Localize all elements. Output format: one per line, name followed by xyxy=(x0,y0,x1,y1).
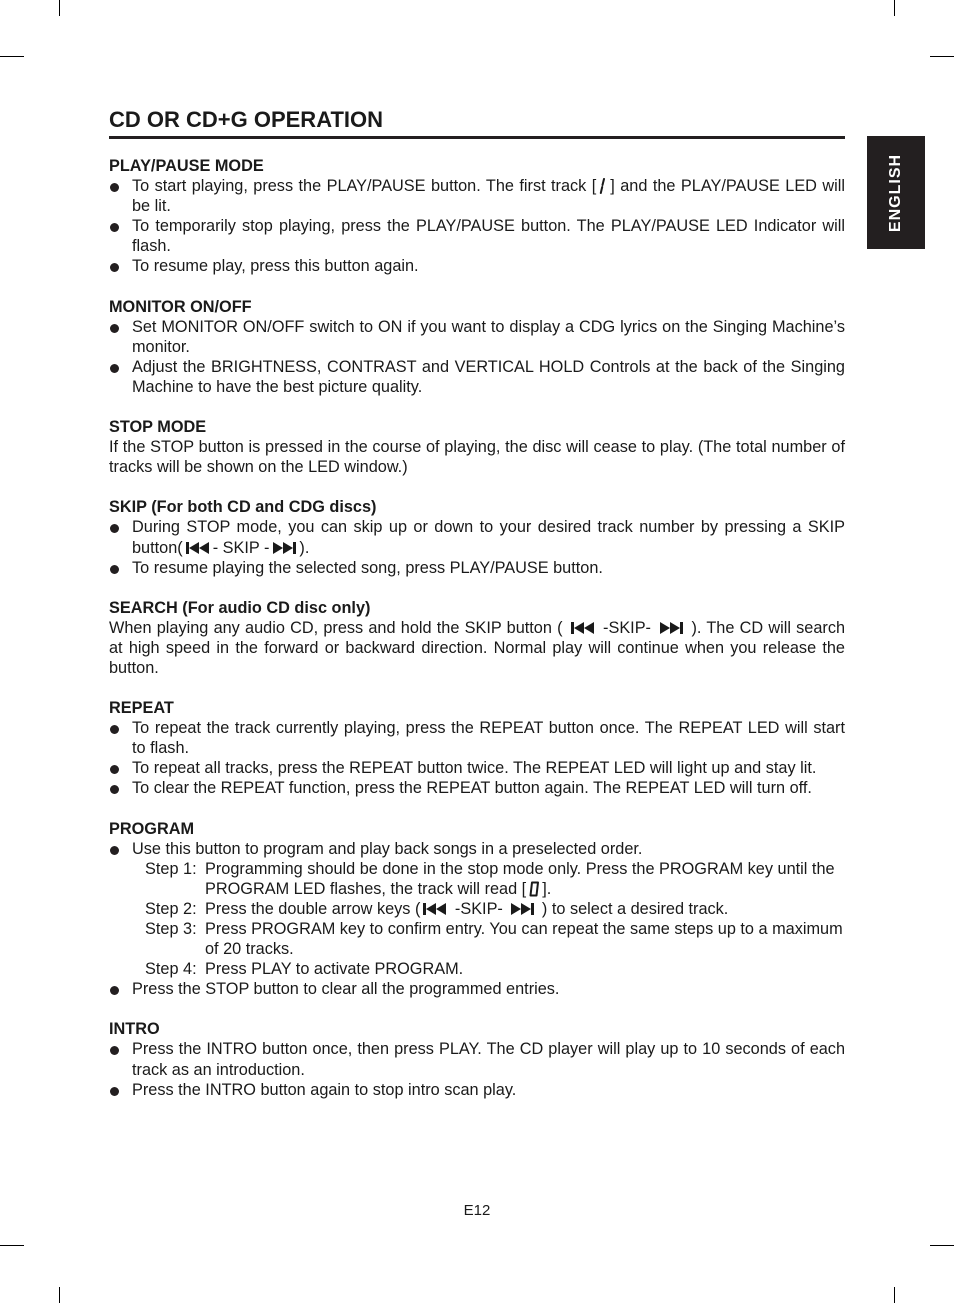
list-item: Set MONITOR ON/OFF switch to ON if you want to display a CDG lyrics on the Singing Machine’s monitor. xyxy=(109,317,845,357)
section-title: REPEAT xyxy=(109,699,174,718)
page-content xyxy=(109,105,845,1100)
list-item: Use this button to program and play back songs in a preselected order. xyxy=(109,839,845,859)
list-item: To clear the REPEAT function, press the REPEAT button again. The REPEAT LED will turn off. xyxy=(109,778,845,798)
program-step: Step 2: Press the double arrow keys ( -SKIP- ) to select a desired track. xyxy=(145,899,729,918)
list-item: To resume play, press this button again. xyxy=(109,256,845,276)
list-item: During STOP mode, you can skip up or down to your desired track number by pressing a SKIP button( - SKIP - ). xyxy=(109,517,845,557)
section-title: MONITOR ON/OFF xyxy=(109,297,252,316)
crop-mark xyxy=(0,56,24,57)
list-item: To repeat all tracks, press the REPEAT button twice. The REPEAT LED will light up and stay lit. xyxy=(109,758,845,778)
led-digit-zero-icon xyxy=(528,881,540,897)
list-item: To start playing, press the PLAY/PAUSE button. The first track [ ] and the PLAY/PAUSE LED will be lit. xyxy=(109,176,845,216)
page-title: CD OR CD+G OPERATION xyxy=(109,105,845,139)
step-label: Step 2: xyxy=(145,899,197,918)
section-title: STOP MODE xyxy=(109,418,207,437)
step-label: Step 3: xyxy=(145,920,197,938)
program-step: Step 3: Press PROGRAM key to confirm entry. You can repeat the same steps up to a maximum of 20 tracks. xyxy=(145,920,843,959)
section-title: SEARCH (For audio CD disc only) xyxy=(109,598,371,617)
list-item: Adjust the BRIGHTNESS, CONTRAST and VERTICAL HOLD Controls at the back of the Singing Machine to have the best picture quality. xyxy=(109,357,845,397)
section-search xyxy=(109,598,845,678)
language-tab xyxy=(867,136,925,249)
section-intro xyxy=(109,1019,845,1099)
skip-forward-icon xyxy=(509,902,535,916)
skip-forward-icon xyxy=(658,621,684,635)
page-number: E12 xyxy=(463,1202,491,1219)
list-item: Press the INTRO button once, then press PLAY. The CD player will play up to 10 seconds of each track as an introduction. xyxy=(109,1039,845,1079)
section-monitor xyxy=(109,297,845,397)
crop-mark xyxy=(930,56,954,57)
section-repeat xyxy=(109,698,845,798)
section-title: INTRO xyxy=(109,1020,160,1039)
step-label: Step 4: xyxy=(145,960,197,979)
crop-mark xyxy=(894,1287,895,1303)
skip-forward-icon xyxy=(271,541,297,555)
crop-mark xyxy=(0,1245,24,1246)
crop-mark xyxy=(930,1245,954,1246)
list-item: To repeat the track currently playing, press the REPEAT button once. The REPEAT LED will start to flash. xyxy=(109,718,845,758)
section-title: PROGRAM xyxy=(109,819,195,838)
section-skip xyxy=(109,497,845,577)
crop-mark xyxy=(59,0,60,16)
list-item: Press the INTRO button again to stop intro scan play. xyxy=(109,1080,845,1100)
section-play-pause xyxy=(109,156,845,277)
section-title: SKIP (For both CD and CDG discs) xyxy=(109,498,377,517)
crop-mark xyxy=(894,0,895,16)
paragraph: If the STOP button is pressed in the course of playing, the disc will cease to play. (The total number of tracks will be shown on the LED window.) xyxy=(109,438,845,477)
paragraph: When playing any audio CD, press and hold the SKIP button ( -SKIP- ). The CD will search at high speed in the forward or backward direction. Normal play will continue when you release the button. xyxy=(109,618,846,677)
skip-back-icon xyxy=(422,902,448,916)
language-tab-label: ENGLISH xyxy=(887,153,904,232)
list-item: Press the STOP button to clear all the programmed entries. xyxy=(109,979,845,999)
section-title: PLAY/PAUSE MODE xyxy=(109,157,264,175)
crop-mark xyxy=(59,1287,60,1303)
program-step: Step 4: Press PLAY to activate PROGRAM. xyxy=(145,960,464,979)
skip-back-icon xyxy=(570,621,596,635)
section-stop xyxy=(109,417,845,477)
led-digit-one-icon xyxy=(598,178,608,194)
list-item: To resume playing the selected song, press PLAY/PAUSE button. xyxy=(109,558,845,578)
list-item: To temporarily stop playing, press the PLAY/PAUSE button. The PLAY/PAUSE LED Indicator will flash. xyxy=(109,216,845,256)
step-label: Step 1: xyxy=(145,859,197,878)
program-step: Step 1: Programming should be done in the stop mode only. Press the PROGRAM key until the PROGRAM LED flashes, the track will read [ ]. xyxy=(145,859,835,898)
skip-back-icon xyxy=(185,541,211,555)
section-program xyxy=(109,819,845,1000)
